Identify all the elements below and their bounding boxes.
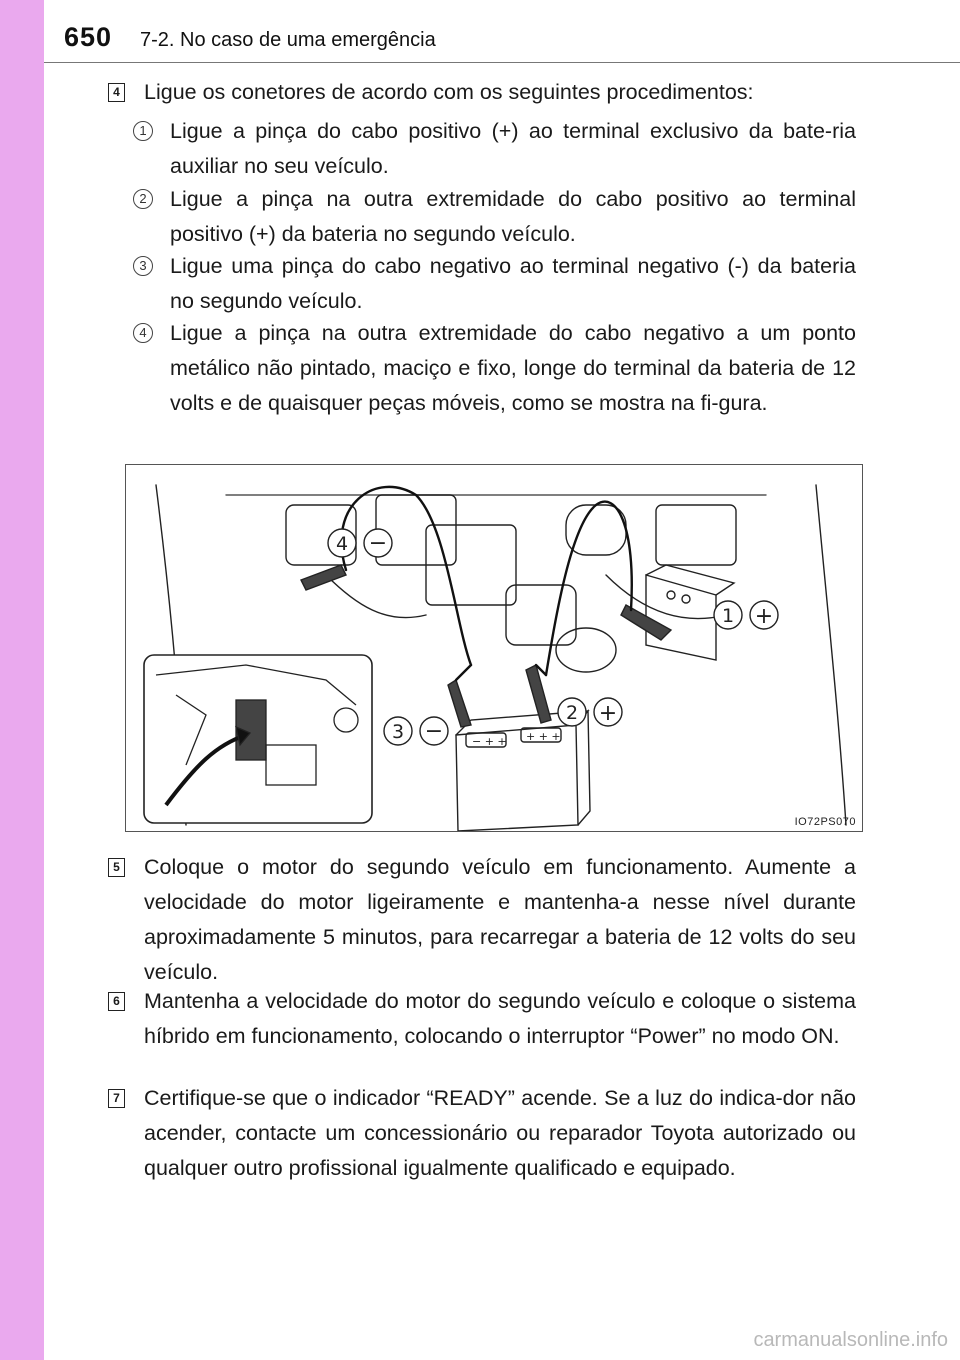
callout-number: 2 (565, 702, 579, 724)
callout-sign: − (368, 531, 388, 556)
callout-4-negative (328, 529, 392, 557)
callout-number: 4 (335, 533, 349, 555)
step-text: Certifique-se que o indicador “READY” acende. Se a luz do indica-dor não acender, contacte um concessionário ou reparador Toyota autorizado ou qualquer outro profissional igualmente qualificado e equipado. (144, 1086, 856, 1180)
inset-detail-box (144, 655, 372, 823)
step-text: Coloque o motor do segundo veículo em funcionamento. Aumente a velocidade do motor ligeiramente e mantenha-a nesse nível durante aproximadamente 5 minutos, para recarregar a bateria de 12 volts do seu veículo. (144, 855, 856, 984)
callout-1-positive (714, 601, 778, 629)
step-number-box: 6 (108, 992, 125, 1011)
figure-code: IO72PS070 (794, 816, 856, 828)
chapter-title: 7-2. No caso de uma emergência (140, 29, 436, 51)
substep-text: Ligue a pinça do cabo positivo (+) ao terminal exclusivo da bate-ria auxiliar no seu veículo. (170, 119, 856, 178)
step-number-box: 5 (108, 858, 125, 877)
page-number: 650 (64, 22, 113, 52)
callout-number: 3 (391, 721, 405, 743)
callout-sign: + (598, 701, 618, 726)
step-text: Mantenha a velocidade do motor do segundo veículo e coloque o sistema híbrido em funcionamento, colocando o interruptor “Power” no modo ON. (144, 989, 856, 1048)
jump-start-illustration (125, 464, 863, 832)
substep-text: Ligue a pinça na outra extremidade do cabo negativo a um ponto metálico não pintado, maciço e fixo, longe do terminal da bateria de 12 volts e de quaisquer peças móveis, como se mostra na fi-gura. (170, 321, 856, 415)
substep-number-circle: 3 (133, 256, 153, 276)
engine-bay-drawing (126, 465, 862, 831)
substep-number-circle: 2 (133, 189, 153, 209)
substep-text: Ligue uma pinça do cabo negativo ao terminal negativo (-) da bateria no segundo veículo. (170, 254, 856, 313)
watermark: carmanualsonline.info (753, 1329, 948, 1351)
callout-number: 1 (721, 605, 735, 627)
svg-text:− + +: − + + (472, 735, 507, 748)
substep-number-circle: 4 (133, 323, 153, 343)
callout-2-positive (558, 698, 622, 726)
step-number-box: 4 (108, 83, 125, 102)
chapter-side-tab (0, 0, 44, 1360)
step-number-box: 7 (108, 1089, 125, 1108)
callout-3-negative (384, 717, 448, 745)
callout-sign: + (754, 604, 774, 629)
svg-text:+ + +: + + + (526, 730, 561, 743)
substep-number-circle: 1 (133, 121, 153, 141)
step-text: Ligue os conetores de acordo com os seguintes procedimentos: (144, 80, 754, 104)
callout-sign: − (424, 719, 444, 744)
header-divider (44, 62, 960, 63)
substep-text: Ligue a pinça na outra extremidade do cabo positivo ao terminal positivo (+) da bateria no segundo veículo. (170, 187, 856, 246)
